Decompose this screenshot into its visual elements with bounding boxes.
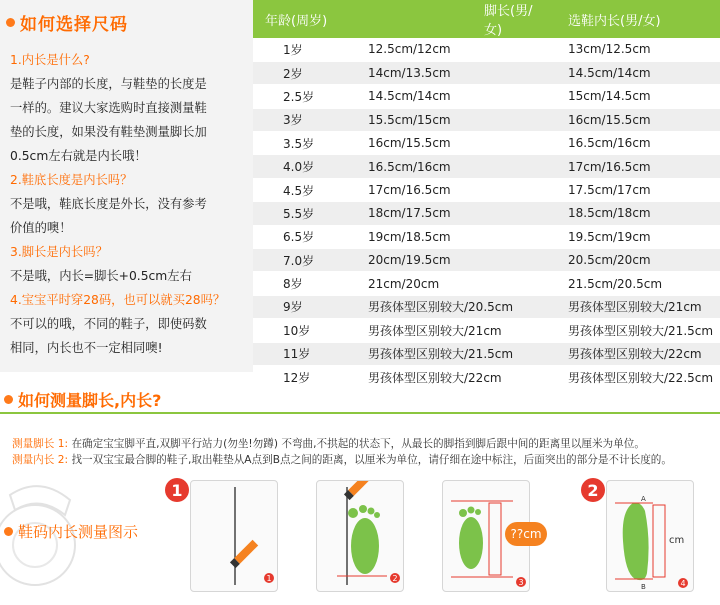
inner-length-cell: 16cm/15.5cm [546,108,720,131]
age-cell: 2.5岁 [253,85,356,108]
table-row [253,61,720,84]
foot-length-cell: 21cm/20cm [356,272,546,295]
age-cell: 4.0岁 [253,155,356,178]
inner-length-cell: 21.5cm/20.5cm [546,272,720,295]
table-row [253,342,720,365]
insole-ruler-illustration [607,481,695,593]
point-a-label: A [641,495,646,503]
inner-instruction [12,452,672,467]
inner-length-cell: 13cm/12.5cm [546,38,720,61]
foot-length-cell: 16.5cm/16cm [356,155,546,178]
faq-answer-line: 是鞋子内部的长度，与鞋垫的长度是 [10,77,207,91]
illustration-heading [4,521,138,542]
table-row [253,295,720,318]
step-number-3: 3 [518,578,524,587]
foot-instruction-text: 在确定宝宝脚平直,双脚平行站力(勿坐!勿蹲) 不弯曲,不拱起的状态下，从最长的脚指到脚后跟中间的距离里以厘米为单位。 [71,438,645,450]
age-cell: 1岁 [253,38,356,61]
illustration-title: 鞋码内长测量图示 [18,523,139,541]
measure-title: 如何测量脚长,内长? [18,391,162,410]
table-row [253,108,720,131]
size-chart-table [253,0,720,389]
inner-length-cell: 男孩体型区别较大/22.5cm [546,365,720,388]
inner-length-cell: 19.5cm/19cm [546,225,720,248]
inner-length-cell: 男孩体型区别较大/22cm [546,342,720,365]
bullet-dot-icon [4,527,13,536]
faq-question: 4.宝宝平时穿28码，也可以就买28吗？ [10,293,226,307]
age-cell: 9岁 [253,295,356,318]
faq-answer-line: 价值的噢！ [10,221,72,235]
age-cell: 11岁 [253,342,356,365]
age-cell: 12岁 [253,365,356,388]
ruler-pen-illustration [191,481,279,593]
table-body [253,38,720,389]
table-row [253,178,720,201]
step-badge-1: 1 [165,478,189,502]
header-inner-length: 选鞋内长(男/女) [546,0,720,38]
age-cell: 5.5岁 [253,202,356,225]
age-cell: 3.5岁 [253,132,356,155]
illustration-panel-1 [190,480,278,592]
table-row [253,249,720,272]
inner-length-cell: 17cm/16.5cm [546,155,720,178]
table-row [253,225,720,248]
table-row [253,38,720,61]
table-row [253,319,720,342]
foot-length-cell: 20cm/19.5cm [356,249,546,272]
header-foot-length: 脚长(男/女) [356,0,546,38]
size-bubble: ??cm [505,522,547,546]
faq-answer-line: 不是哦，鞋底长度是外长，没有参考 [10,197,207,211]
faq-answer-line: 垫的长度，如果没有鞋垫测量脚长加 [10,125,207,139]
age-cell: 2岁 [253,61,356,84]
point-b-label: B [641,583,646,591]
age-cell: 4.5岁 [253,178,356,201]
table-row [253,155,720,178]
age-cell: 3岁 [253,108,356,131]
foot-length-cell: 15.5cm/15cm [356,108,546,131]
illustration-panel-2 [316,480,404,592]
measure-heading [4,388,161,411]
table-row [253,365,720,388]
age-cell: 7.0岁 [253,249,356,272]
faq-answer-line: 不是哦，内长=脚长+0.5cm左右 [10,269,192,283]
foot-length-cell: 16cm/15.5cm [356,132,546,155]
foot-length-cell: 男孩体型区别较大/21.5cm [356,342,546,365]
step-number-4: 4 [680,579,686,588]
age-cell: 6.5岁 [253,225,356,248]
faq-question: 2.鞋底长度是内长吗？ [10,173,133,187]
foot-length-cell: 14cm/13.5cm [356,61,546,84]
table-row [253,85,720,108]
header-age: 年龄(周岁) [253,0,356,38]
inner-length-cell: 男孩体型区别较大/21.5cm [546,319,720,342]
bullet-dot-icon [4,395,13,404]
inner-length-cell: 14.5cm/14cm [546,61,720,84]
inner-length-cell: 男孩体型区别较大/21cm [546,295,720,318]
table-row [253,272,720,295]
foot-length-cell: 男孩体型区别较大/20.5cm [356,295,546,318]
table-row [253,132,720,155]
foot-length-cell: 18cm/17.5cm [356,202,546,225]
inner-length-cell: 16.5cm/16cm [546,132,720,155]
foot-length-cell: 14.5cm/14cm [356,85,546,108]
faq-answer-line: 相同，内长也不一定相同噢! [10,341,163,355]
faq-question: 1.内长是什么? [10,53,90,67]
size-faq-panel [0,0,253,372]
foot-length-cell: 19cm/18.5cm [356,225,546,248]
age-cell: 10岁 [253,319,356,342]
foot-length-cell: 12.5cm/12cm [356,38,546,61]
inner-length-cell: 20.5cm/20cm [546,249,720,272]
table-row [253,202,720,225]
faq-answer-line: 不可以的哦，不同的鞋子，即使码数 [10,317,207,331]
foot-length-cell: 男孩体型区别较大/21cm [356,319,546,342]
illustration-panel-4 [606,480,694,592]
faq-title: 如何选择尺码 [20,14,128,35]
foot-measure-illustration [317,481,405,593]
faq-answer-line: 一样的。建议大家选购时直接测量鞋 [10,101,207,115]
section-divider [0,412,720,414]
inner-length-cell: 18.5cm/18cm [546,202,720,225]
step-badge-2: 2 [581,478,605,502]
cm-label: cm [669,535,685,546]
faq-answer-line: 0.5cm左右就是内长哦！ [10,149,147,163]
table-header-row [253,0,720,38]
step-number-2: 2 [392,574,398,583]
faq-question: 3.脚长是内长吗？ [10,245,108,259]
inner-instruction-text: 找一双宝宝最合脚的鞋子,取出鞋垫从A点到B点之间的距离，以厘米为单位，请仔细在途中标注，后面突出的部分是不计长度的。 [71,454,672,466]
step-number-1: 1 [266,574,272,583]
foot-instruction [12,436,645,451]
faq-heading [6,10,128,34]
age-cell: 8岁 [253,272,356,295]
foot-length-cell: 男孩体型区别较大/22cm [356,365,546,388]
foot-instruction-label: 测量脚长 1: [12,438,69,450]
foot-length-cell: 17cm/16.5cm [356,178,546,201]
inner-instruction-label: 测量内长 2: [12,454,69,466]
inner-length-cell: 17.5cm/17cm [546,178,720,201]
inner-length-cell: 15cm/14.5cm [546,85,720,108]
faq-lines [10,48,250,360]
bullet-dot-icon [6,18,15,27]
